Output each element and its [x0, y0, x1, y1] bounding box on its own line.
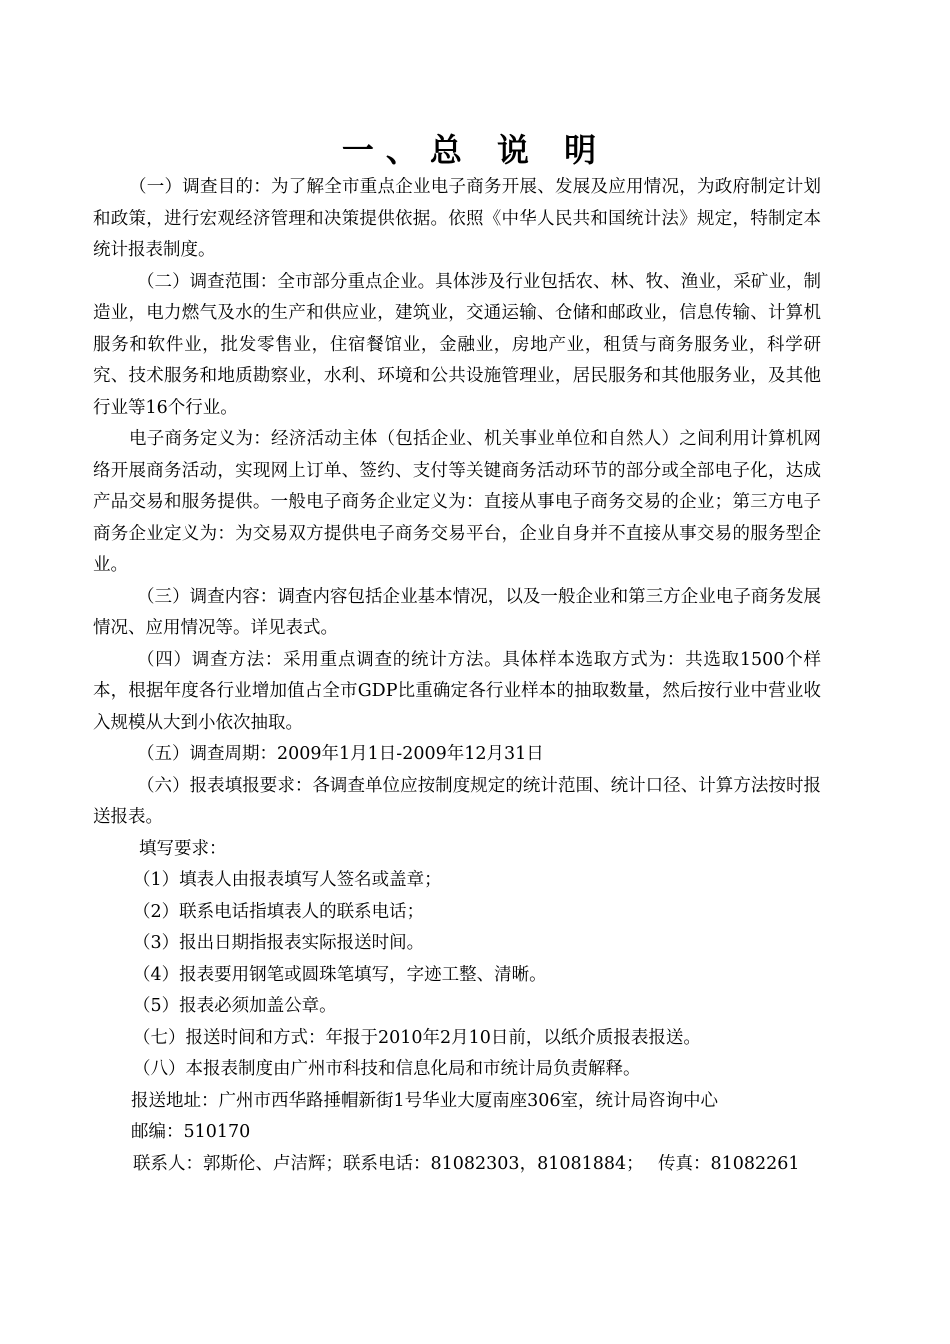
section-submission-time: （七）报送时间和方式：年报于2010年2月10日前，以纸介质报表报送。	[133, 1027, 701, 1048]
document-body	[93, 172, 821, 1180]
section-survey-content: （三）调查内容：调查内容包括企业基本情况，以及一般企业和第三方企业电子商务发展情况、应用情况等。详见表式。	[93, 586, 821, 638]
section-reporting-requirements: （六）报表填报要求：各调查单位应按制度规定的统计范围、统计口径、计算方法按时报送报表。	[93, 775, 821, 827]
fill-requirements-heading: 填写要求：	[139, 838, 227, 859]
page-title: 一、总 说 明	[341, 131, 609, 169]
section-survey-period: （五）调查周期：2009年1月1日-2009年12月31日	[137, 744, 544, 764]
contact-people: 联系人：郭斯伦、卢洁辉；联系电话：81082303，81081884； 传真：81082261	[133, 1153, 800, 1174]
fill-requirement-item: （2）联系电话指填表人的联系电话；	[133, 901, 425, 922]
section-survey-purpose: （一）调查目的：为了解全市重点企业电子商务开展、发展及应用情况，为政府制定计划和政策，进行宏观经济管理和决策提供依据。依照《中华人民共和国统计法》规定，特制定本统计报表制度。	[93, 177, 821, 260]
contact-postcode: 邮编：510170	[131, 1122, 251, 1142]
fill-requirement-item: （5）报表必须加盖公章。	[133, 996, 337, 1016]
section-survey-method: （四）调查方法：采用重点调查的统计方法。具体样本选取方式为：共选取1500个样本，根据年度各行业增加值占全市GDP比重确定各行业样本的抽取数量，然后按行业中营业收入规模从大到小依次抽取。	[93, 649, 821, 733]
section-ecommerce-definition: 电子商务定义为：经济活动主体（包括企业、机关事业单位和自然人）之间利用计算机网络开展商务活动，实现网上订单、签约、支付等关键商务活动环节的部分或全部电子化，达成产品交易和服务提供。一般电子商务企业定义为：直接从事电子商务交易的企业；第三方电子商务企业定义为：为交易双方提供电子商务交易平台，企业自身并不直接从事交易的服务型企业。	[93, 429, 821, 575]
section-survey-scope: （二）调查范围：全市部分重点企业。具体涉及行业包括农、林、牧、渔业，采矿业，制造业，电力燃气及水的生产和供应业，建筑业，交通运输、仓储和邮政业，信息传输、计算机服务和软件业，批发零售业，住宿餐馆业，金融业，房地产业，租赁与商务服务业，科学研究、技术服务和地质勘察业，水利、环境和公共设施管理业，居民服务和其他服务业，及其他行业等16个行业。	[93, 271, 821, 418]
fill-requirement-item: （1）填表人由报表填写人签名或盖章；	[133, 870, 442, 890]
section-interpretation: （八）本报表制度由广州市科技和信息化局和市统计局负责解释。	[133, 1059, 641, 1079]
fill-requirement-item: （4）报表要用钢笔或圆珠笔填写，字迹工整、清晰。	[133, 964, 547, 985]
fill-requirement-item: （3）报出日期指报表实际报送时间。	[133, 933, 425, 953]
contact-address: 报送地址：广州市西华路捶帽新街1号华业大厦南座306室，统计局咨询中心	[131, 1090, 719, 1111]
